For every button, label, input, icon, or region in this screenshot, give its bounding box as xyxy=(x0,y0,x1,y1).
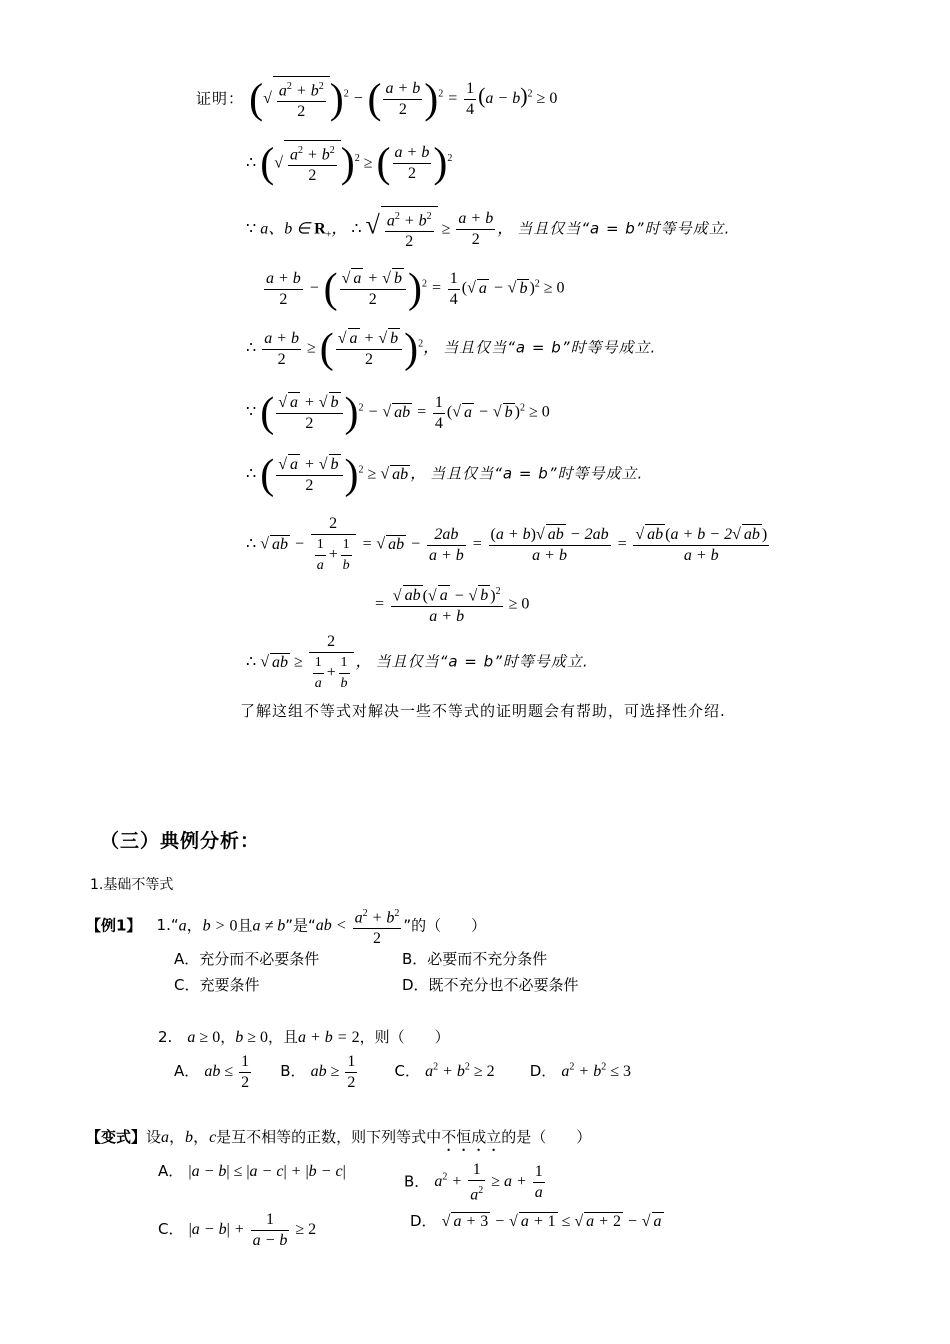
q2-option-d[interactable]: D． $a^2 + b^2 \le 3$ xyxy=(529,1061,631,1081)
example1-tag: 【例1】 xyxy=(86,916,142,935)
proof-line-1 xyxy=(196,76,557,122)
q1-option-c[interactable]: C．充要条件 xyxy=(174,976,260,994)
variant-tag: 【变式】 xyxy=(86,1128,147,1146)
proof-line-6: ∵ ( $\frac{√ a + √ b}{2}$ )$^2$ − √ ab = $\frac{1}{4}$ (√ a − √ b )$^2$ ≥ 0 xyxy=(246,390,550,436)
q2-option-b[interactable]: B． ab ≥ $\frac{1}{2}$ xyxy=(280,1053,356,1091)
example1-question1: 【例1】 1.“a，b > 0且a ≠ b”是“ab < $\frac{a^2 + b^2}{2}$ ”的（ ） xyxy=(86,904,486,949)
variant-question: 【变式】设a，b，c是互不相等的正数，则下列等式中不恒成立的是（ ） xyxy=(86,1128,592,1146)
variant-option-b[interactable]: B． $a^2$ + $\frac{1}{a^2}$ ≥ a + $\frac{1}{a}$ xyxy=(404,1161,543,1204)
section-subtitle: 1.基础不等式 xyxy=(90,877,174,893)
proof-line-3: ∵ a、b ∈ $R_+$， ∴ √ $\frac{a^2 + b^2}{2}$ ≥ $\frac{a + b}{2}$ ， 当且仅当“a = b”时等号成立. xyxy=(246,206,730,252)
q1-option-d[interactable]: D．既不充分也不必要条件 xyxy=(402,976,579,994)
proof-line-9: = $\frac{√ ab (√ a - √ b )^2}{a + b}$ ≥ 0 xyxy=(374,582,529,627)
therefore-symbol: ∴ xyxy=(246,154,257,172)
proof-conclusion: 了解这组不等式对解决一些不等式的证明题会有帮助，可选择性介绍. xyxy=(240,702,726,720)
emphasis-text: 不恒成立 xyxy=(441,1128,502,1146)
q2-options xyxy=(174,1052,631,1093)
equality-note: 当且仅当“a = b”时等号成立. xyxy=(517,219,731,238)
proof-label: 证明： xyxy=(196,89,245,108)
example1-question2: 2. a ≥ 0，b ≥ 0，且a + b = 2，则（ ） xyxy=(158,1028,450,1046)
proof-line-10: ∴ √ ab ≥ 2 $\frac{1}{a}$ + $\frac{1}{b}$ ， 当且仅当“a = b”时等号成立. xyxy=(246,633,589,691)
variant-option-d[interactable]: D． √ a + 3 − √ a + 1 ≤ √ a + 2 − √ a xyxy=(410,1212,662,1230)
proof-line-4: $\frac{a + b}{2}$ − ( $\frac{√ a + √ b}{2}$ )$^2$ = $\frac{1}{4}$ (√ a − √ b )$^2$ ≥ 0 xyxy=(266,266,565,312)
formula-1: (√ $\frac{a^2 + b^2}{2}$ )$^2$ − ( $\frac{a + b}{2}$ )$^2$ = $\frac{1}{4}$ $(a - b)^2 \ge 0$ xyxy=(249,76,558,123)
section-title: （三）典例分析： xyxy=(100,830,261,852)
q1-option-b[interactable]: B．必要而不充分条件 xyxy=(402,950,548,968)
proof-line-5: ∴ $\frac{a + b}{2}$ ≥ ( $\frac{√ a + √ b}{2}$ )$^2$， 当且仅当“a = b”时等号成立. xyxy=(246,326,657,372)
proof-line-8: ∴ √ ab − 2 $\frac{1}{a}$ + $\frac{1}{b}$ = √ ab − $\frac{2ab}{a + b}$ = $\frac{(a + b)√ ab - 2ab}{a + b}$ = $\frac{√ ab (a + b - 2√ ab )}{a + b}$ xyxy=(246,515,768,573)
q2-option-c[interactable]: C． $a^2 + b^2 \ge 2$ xyxy=(394,1061,495,1081)
proof-line-2: ∴ (√ $\frac{a^2 + b^2}{2}$ )$^2$ ≥ ( $\frac{a + b}{2}$ )$^2$ xyxy=(246,140,453,187)
q1-option-a[interactable]: A．充分而不必要条件 xyxy=(174,950,320,968)
proof-line-7: ∴ ( $\frac{√ a + √ b}{2}$ )$^2$ ≥ √ ab ， 当且仅当“a = b”时等号成立. xyxy=(246,452,644,498)
variant-option-a[interactable]: A． |a − b| ≤ |a − c| + |b − c| xyxy=(158,1162,346,1180)
variant-option-c[interactable]: C． |a − b| + $\frac{1}{a - b}$ ≥ 2 xyxy=(158,1211,317,1249)
q2-option-a[interactable]: A． ab ≤ $\frac{1}{2}$ xyxy=(174,1053,250,1091)
